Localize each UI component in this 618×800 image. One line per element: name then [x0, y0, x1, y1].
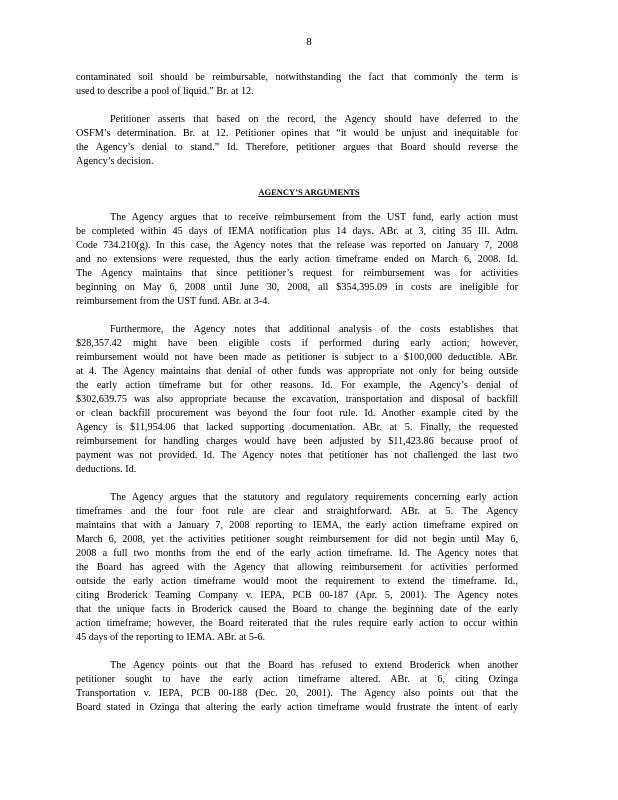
text-line: reimbursement for handling charges would have been adjusted by $11,423.86 because proof of — [76, 436, 518, 447]
text-line: 45 days of the reporting to IEMA. ABr. at 5-6. — [76, 632, 266, 643]
text-line: the Board has agreed with the Agency that allowing reimbursement for activities performed — [76, 562, 518, 573]
text-line: timeframes and the four foot rule are clear and straightforward. ABr. at 5. The Agency — [76, 506, 518, 517]
text-line: contaminated soil should be reimbursable, notwithstanding the fact that commonly the term is — [76, 72, 518, 83]
text-line: or clean backfill procurement was beyond the four foot rule. Id. Another example cited by the — [76, 408, 518, 419]
text-line: 2008 a full two months from the end of the early action timeframe. Id. The Agency notes that — [76, 548, 518, 559]
section-heading-text: AGENCY’S ARGUMENTS — [258, 187, 360, 197]
text-line: Agency is $11,954.06 that lacked supporting documentation. ABr. at 5. Finally, the requested — [76, 422, 518, 433]
text-line: and no extensions were requested, thus the early action timeframe ended on March 6, 2008. Id. — [76, 254, 518, 265]
text-line: payment was not provided. Id. The Agency notes that petitioner has not challenged the last two — [76, 450, 518, 461]
text-line: petitioner sought to have the early action timeframe altered. ABr. at 6, citing Ozinga — [76, 674, 518, 685]
text-line: $28,357.42 might have been eligible costs if performed during early action; however, — [76, 338, 518, 349]
text-line: Code 734.210(g). In this case, the Agency notes that the release was reported on January 7, 2008 — [76, 240, 518, 251]
page-number: 8 — [306, 36, 312, 48]
text-line: Board stated in Ozinga that altering the early action timeframe would frustrate the intent of early — [76, 702, 518, 713]
text-line: outside the early action timeframe would moot the requirement to extend the timeframe. Id., — [76, 576, 518, 587]
text-line: reimbursement would not have been made as petitioner is subject to a $100,000 deductible. ABr. — [76, 352, 518, 363]
text-line: $302,639.75 was also appropriate because the excavation, transportation and disposal of backfill — [76, 394, 518, 405]
text-line: The Agency argues that to receive reimbursement from the UST fund, early action must — [110, 212, 518, 223]
text-line: reimbursement from the UST fund. ABr. at 3-4. — [76, 296, 270, 307]
text-line: Transportation v. IEPA, PCB 00-188 (Dec. 20, 2001). The Agency also points out that the — [76, 688, 518, 699]
text-line: action timeframe; however, the Board reiterated that the rules require early action to occur within — [76, 618, 518, 629]
text-line: beginning on May 6, 2008 until June 30, 2008, all $354,395.09 in costs are ineligible for — [76, 282, 518, 293]
text-line: Petitioner asserts that based on the record, the Agency should have deferred to the — [110, 114, 518, 125]
text-line: Furthermore, the Agency notes that additional analysis of the costs establishes that — [110, 324, 518, 335]
text-line: be completed within 45 days of IEMA notification plus 14 days. ABr. at 3, citing 35 Ill. Adm. — [76, 226, 518, 237]
section-heading — [0, 187, 618, 197]
text-line: citing Broderick Teaming Company v. IEPA, PCB 00-187 (Apr. 5, 2001). The Agency notes — [76, 590, 518, 601]
text-line: that the unique facts in Broderick caused the Board to change the beginning date of the early — [76, 604, 518, 615]
text-line: Agency’s decision. — [76, 156, 154, 167]
text-line: the early action timeframe but for other reasons. Id. For example, the Agency’s denial of — [76, 380, 518, 391]
text-line: March 6, 2008, yet the activities petitioner sought reimbursement for did not begin until May 6, — [76, 534, 518, 545]
text-line: The Agency points out that the Board has refused to extend Broderick when another — [110, 660, 518, 671]
text-line: maintains that with a January 7, 2008 reporting to IEMA, the early action timeframe expired on — [76, 520, 518, 531]
text-line: The Agency maintains that since petitioner’s request for reimbursement was for activities — [76, 268, 518, 279]
text-line: The Agency argues that the statutory and regulatory requirements concerning early action — [110, 492, 518, 503]
text-line: used to describe a pool of liquid.” Br. at 12. — [76, 86, 254, 97]
text-line: deductions. Id. — [76, 464, 137, 475]
text-line: the Agency’s denial to stand.” Id. Therefore, petitioner argues that Board should reverse the — [76, 142, 518, 153]
text-line: at 4. The Agency maintains that denial of other funds was appropriate not only for being outside — [76, 366, 518, 377]
text-line: OSFM’s determination. Br. at 12. Petitioner opines that “it would be unjust and inequitable for — [76, 128, 518, 139]
